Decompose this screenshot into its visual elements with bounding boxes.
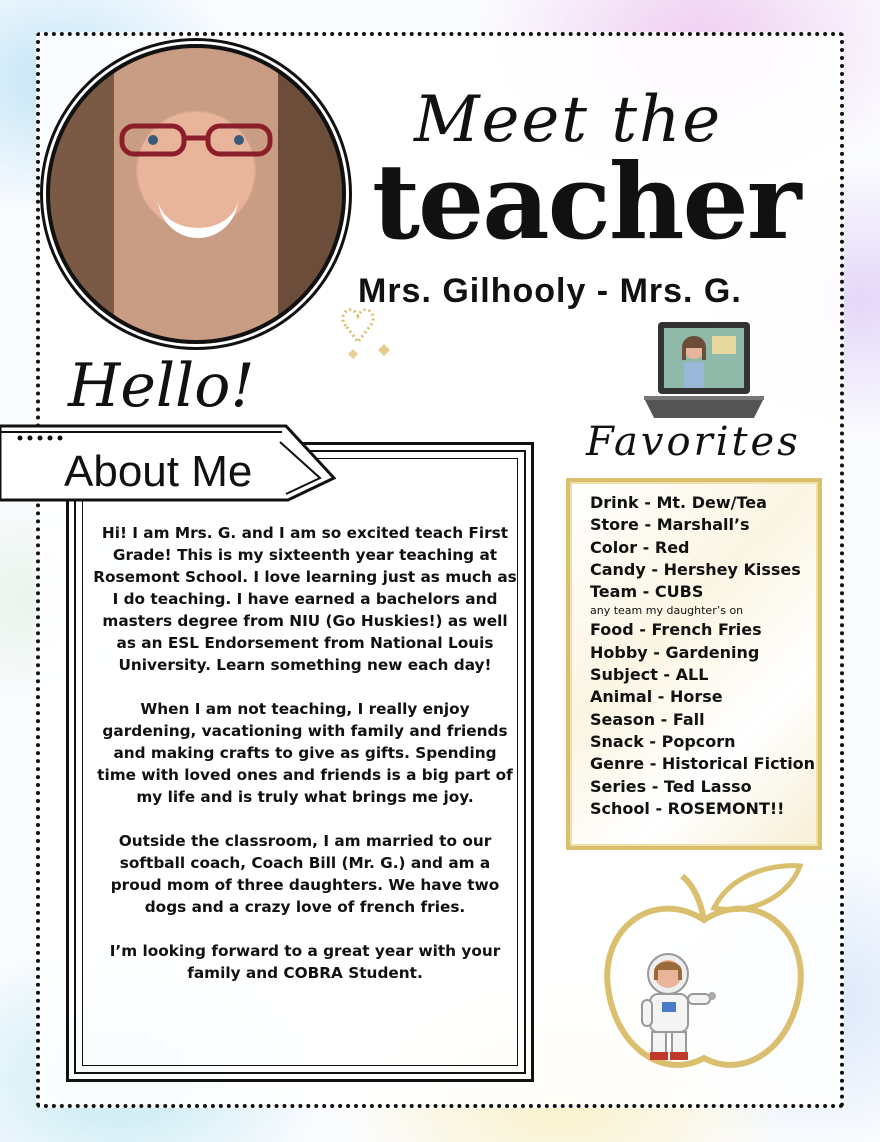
favorites-list xyxy=(590,492,822,820)
favorite-item: Subject - ALL xyxy=(590,665,709,685)
about-paragraph: I’m looking forward to a great year with your family and COBRA Student. xyxy=(109,942,501,982)
about-me-title: About Me xyxy=(64,447,253,496)
hello-heading: Hello! xyxy=(68,351,255,421)
favorite-item: Store - Marshall’s xyxy=(590,515,750,535)
favorite-item: Candy - Hershey Kisses xyxy=(590,559,801,579)
favorite-item: Snack - Popcorn xyxy=(590,731,736,751)
smile xyxy=(158,198,238,238)
title-meet-the: Meet the xyxy=(414,83,723,157)
favorite-item-note: any team my daughter’s on xyxy=(590,604,744,618)
laptop-bitmoji-icon xyxy=(644,318,764,422)
favorite-item: School - ROSEMONT!! xyxy=(590,798,785,818)
favorite-item: Drink - Mt. Dew/Tea xyxy=(590,493,767,512)
favorite-item: Food - French Fries xyxy=(590,620,762,640)
teacher-name: Mrs. Gilhooly - Mrs. G. xyxy=(358,272,742,310)
favorites-title: Favorites xyxy=(586,419,801,465)
favorite-item: Season - Fall xyxy=(590,709,705,729)
glasses-icon xyxy=(116,120,276,160)
favorite-item: Color - Red xyxy=(590,537,690,557)
favorite-item: Animal - Horse xyxy=(590,687,723,707)
about-me-text xyxy=(92,522,518,1006)
teacher-photo xyxy=(46,44,346,344)
about-paragraph: Outside the classroom, I am married to our softball coach, Coach Bill (Mr. G.) and am a proud mom of three daughters. We have two dogs and a crazy love of french fries. xyxy=(110,832,500,916)
astronaut-bitmoji-icon xyxy=(636,950,716,1062)
favorite-item: Genre - Historical Fiction xyxy=(590,754,816,774)
favorite-item: Series - Ted Lasso xyxy=(590,776,752,796)
favorite-item: Team - CUBS xyxy=(590,582,704,602)
favorite-item: Hobby - Gardening xyxy=(590,642,760,662)
about-paragraph: When I am not teaching, I really enjoy gardening, vacationing with family and friends and making crafts to give as gifts. Spending time with loved ones and friends is a big part of my life and is truly what brings me joy. xyxy=(97,700,513,806)
about-paragraph: Hi! I am Mrs. G. and I am so excited teach First Grade! This is my sixteenth year teaching at Rosemont School. I love learning just as much as I do teaching. I have earned a bachelors and masters degree from NIU (Go Huskies!) as well as an ESL Endorsement from National Louis University. Learn something new each day! xyxy=(93,524,517,674)
title-teacher: teacher xyxy=(372,140,800,263)
